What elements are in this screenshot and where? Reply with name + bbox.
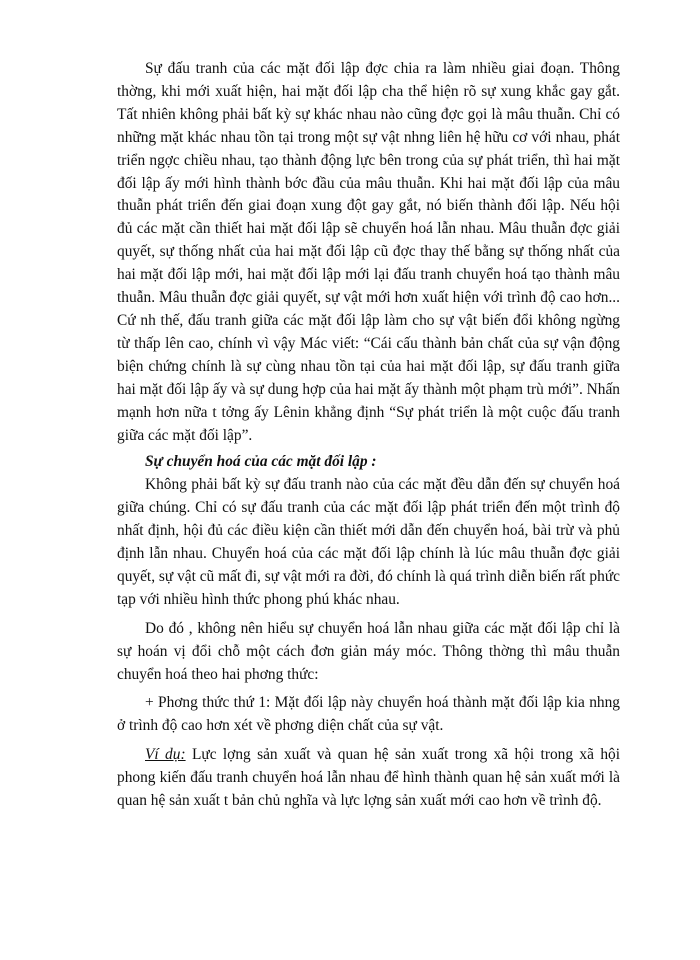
example-text: Lực lợng sản xuất và quan hệ sản xuất trong xã hội trong xã hội phong kiến đấu tranh chuyển hoá lẫn nhau để hình thành quan hệ sản xuất mới là quan hệ sản xuất t bản chủ nghĩa và lực lợng sản xuất mới cao hơn về trình độ. bbox=[117, 746, 620, 810]
section-heading-transformation: Sự chuyển hoá của các mặt đối lập : bbox=[145, 453, 377, 471]
example-label: Ví dụ: bbox=[145, 746, 186, 764]
paragraph-transformation: Không phải bất kỳ sự đấu tranh nào của các mặt đều dẫn đến sự chuyển hoá giữa chúng. Chỉ có sự đấu tranh của các mặt đối lập phát triển đến một trình độ nhất định, hội đủ các điều kiện cần thiết mới dẫn đến chuyển hoá, bài trừ và phủ định lẫn nhau. Chuyển hoá của các mặt đối lập chính là lúc mâu thuẫn đợc giải quyết, sự vật cũ mất đi, sự vật mới ra đời, đó chính là quá trình diễn biến rất phức tạp với nhiều hình thức phong phú khác nhau. bbox=[117, 476, 620, 608]
document-page bbox=[117, 58, 620, 813]
paragraph-not-simple-swap: Do đó , không nên hiểu sự chuyển hoá lẫn nhau giữa các mặt đối lập chỉ là sự hoán vị đổi chỗ một cách đơn giản máy móc. Thông thờng thì mâu thuẫn chuyển hoá theo hai phơng thức: bbox=[117, 619, 620, 683]
paragraph-struggle-stages: Sự đấu tranh của các mặt đối lập đợc chia ra làm nhiều giai đoạn. Thông thờng, khi mới xuất hiện, hai mặt đối lập cha thể hiện rõ sự xung khắc gay gắt. Tất nhiên không phải bất kỳ sự khác nhau nào cũng đợc gọi là mâu thuẫn. Chỉ có những mặt khác nhau tồn tại trong một sự vật nhng liên hệ hữu cơ với nhau, phát triển ngợc chiều nhau, tạo thành động lực bên trong của sự phát triển, thì hai mặt đối lập ấy mới hình thành bớc đầu của mâu thuẫn. Khi hai mặt đối lập của mâu thuẫn phát triển đến giai đoạn xung đột gay gắt, nó biến thành đối lập. Nếu hội đủ các mặt cần thiết hai mặt đối lập sẽ chuyển hoá lẫn nhau. Mâu thuẫn đợc giải quyết, sự thống nhất của hai mặt đối lập cũ đợc thay thế bằng sự thống nhất của hai mặt đối lập mới, hai mặt đối lập mới lại đấu tranh chuyển hoá tạo thành mâu thuẫn. Mâu thuẫn đợc giải quyết, sự vật mới hơn xuất hiện với trình độ cao hơn... Cứ nh thế, đấu tranh giữa các mặt đối lập làm cho sự vật biến đổi không ngừng từ thấp lên cao, chính vì vậy Mác viết: “Cái cấu thành bản chất của sự vận động biện chứng chính là sự cùng nhau tồn tại của hai mặt đối lập, sự đấu tranh giữa hai mặt đối lập ấy và sự dung hợp của hai mặt ấy thành một phạm trù mới”. Nhấn mạnh hơn nữa t tởng ấy Lênin khẳng định “Sự phát triển là một cuộc đấu tranh giữa các mặt đối lập”. bbox=[117, 60, 620, 444]
paragraph-method-one: + Phơng thức thứ 1: Mặt đối lập này chuyển hoá thành mặt đối lập kia nhng ở trình độ cao hơn xét về phơng diện chất của sự vật. bbox=[117, 694, 620, 735]
paragraph-example bbox=[117, 744, 620, 813]
